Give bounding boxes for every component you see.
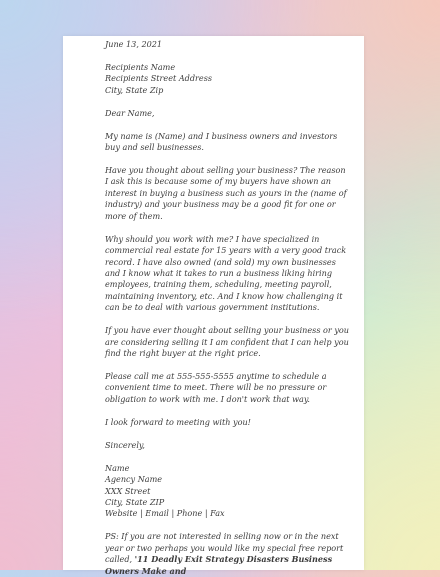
signature-block bbox=[105, 463, 350, 520]
postscript bbox=[105, 531, 350, 577]
closing: Sincerely, bbox=[105, 439, 145, 450]
paragraph-why-me: Why should you work with me? I have specialized in commercial real estate for 15 years with a very good track record. I have also owned (and sold) my own businesses and I know what it takes to run a business liking hiring employees, training them, scheduling, meeting payroll, maintaining inventory, etc. And I know how challenging it can be to deal with various government institutions. bbox=[105, 233, 347, 313]
recipient-street: Recipients Street Address bbox=[105, 73, 213, 84]
signature-name: Name bbox=[105, 462, 130, 473]
signature-city: City, State ZIP bbox=[105, 496, 165, 507]
paragraph-call: Please call me at 555-555-5555 anytime to schedule a convenient time to meet. There will be no pressure or obligation to work with me. I don't work that way. bbox=[105, 371, 327, 404]
letter-body bbox=[63, 36, 364, 577]
paragraph-closing: I look forward to meeting with you! bbox=[105, 416, 251, 427]
report-title: '11 Deadly Exit Strategy Disasters Business Owners Make and bbox=[105, 554, 333, 576]
recipient-name: Recipients Name bbox=[105, 61, 176, 72]
signature-agency: Agency Name bbox=[105, 474, 163, 485]
postscript-text: PS: If you are not interested in selling now or in the next year or two perhaps you would like my special free report called, bbox=[105, 531, 344, 565]
recipient-city: City, State Zip bbox=[105, 84, 164, 95]
paragraph-confidence: If you have ever thought about selling your business or you are considering selling it I am confident that I can help you find the right buyer at the right price. bbox=[105, 325, 350, 359]
signature-contacts: Website | Email | Phone | Fax bbox=[105, 508, 225, 519]
paragraph-intro: My name is (Name) and I business owners and investors buy and sell businesses. bbox=[105, 130, 338, 153]
letter-date: June 13, 2021 bbox=[105, 39, 163, 49]
paragraph-selling: Have you thought about selling your business? The reason I ask this is because some of my buyers have shown an interest in buying a business such as yours in the (name of industry) and your business may be a good fit for one or more of them. bbox=[105, 164, 347, 221]
signature-street: XXX Street bbox=[105, 485, 151, 496]
salutation: Dear Name, bbox=[105, 107, 155, 118]
recipient-block bbox=[105, 62, 350, 96]
letter-page bbox=[63, 36, 364, 576]
